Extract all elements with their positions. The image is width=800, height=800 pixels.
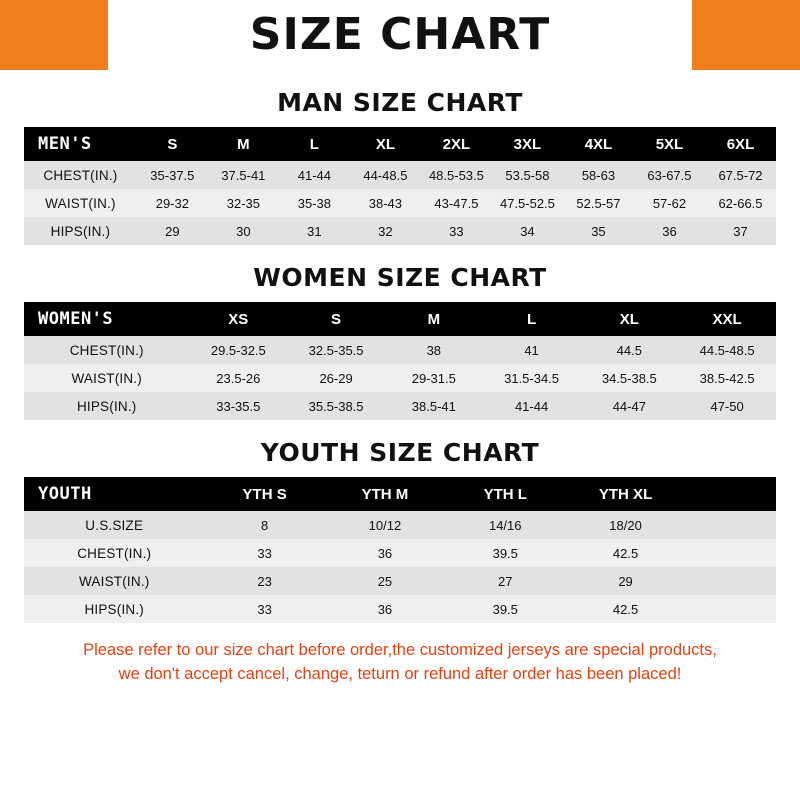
column-header: YTH S bbox=[204, 477, 324, 511]
cell: 52.5-57 bbox=[563, 189, 634, 217]
footer-note-line-1: Please refer to our size chart before order,the customized jerseys are special products, bbox=[83, 641, 717, 659]
men-size-table-wrap bbox=[24, 127, 776, 245]
cell: 42.5 bbox=[565, 539, 685, 567]
column-header: XXL bbox=[678, 302, 776, 336]
table-row bbox=[24, 392, 776, 420]
cell: 29.5-32.5 bbox=[189, 336, 287, 364]
column-header: YTH XL bbox=[565, 477, 685, 511]
cell: 34 bbox=[492, 217, 563, 245]
row-label: WAIST(IN.) bbox=[24, 567, 204, 595]
column-header: S bbox=[287, 302, 385, 336]
row-label: CHEST(IN.) bbox=[24, 336, 189, 364]
column-header: 4XL bbox=[563, 127, 634, 161]
cell: 30 bbox=[208, 217, 279, 245]
cell: 23.5-26 bbox=[189, 364, 287, 392]
cell-spacer bbox=[686, 511, 776, 539]
table-header-row bbox=[24, 127, 776, 161]
cell: 35-38 bbox=[279, 189, 350, 217]
header-band-right-block bbox=[692, 0, 800, 70]
cell: 41 bbox=[483, 336, 581, 364]
women-size-table-wrap bbox=[24, 302, 776, 420]
column-header: L bbox=[483, 302, 581, 336]
table-row bbox=[24, 189, 776, 217]
table-row bbox=[24, 336, 776, 364]
cell: 44-48.5 bbox=[350, 161, 421, 189]
table-row bbox=[24, 364, 776, 392]
section-title-youth: YOUTH SIZE CHART bbox=[260, 438, 540, 467]
cell-spacer bbox=[686, 539, 776, 567]
cell: 41-44 bbox=[279, 161, 350, 189]
column-header: M bbox=[208, 127, 279, 161]
cell: 42.5 bbox=[565, 595, 685, 623]
page-title: SIZE CHART bbox=[249, 9, 551, 60]
column-header: 2XL bbox=[421, 127, 492, 161]
cell: 35.5-38.5 bbox=[287, 392, 385, 420]
cell: 33-35.5 bbox=[189, 392, 287, 420]
column-header-spacer bbox=[686, 477, 776, 511]
cell: 38.5-41 bbox=[385, 392, 483, 420]
youth-size-table-wrap bbox=[24, 477, 776, 623]
cell: 44.5 bbox=[580, 336, 678, 364]
table-row bbox=[24, 539, 776, 567]
cell: 58-63 bbox=[563, 161, 634, 189]
cell: 48.5-53.5 bbox=[421, 161, 492, 189]
cell: 25 bbox=[325, 567, 445, 595]
cell-spacer bbox=[686, 595, 776, 623]
cell: 44-47 bbox=[580, 392, 678, 420]
cell: 35 bbox=[563, 217, 634, 245]
cell: 57-62 bbox=[634, 189, 705, 217]
cell: 35-37.5 bbox=[137, 161, 208, 189]
cell: 44.5-48.5 bbox=[678, 336, 776, 364]
column-header: YTH M bbox=[325, 477, 445, 511]
cell: 33 bbox=[204, 595, 324, 623]
row-label: HIPS(IN.) bbox=[24, 217, 137, 245]
cell-spacer bbox=[686, 567, 776, 595]
header-band bbox=[0, 0, 800, 70]
cell: 62-66.5 bbox=[705, 189, 776, 217]
cell: 31 bbox=[279, 217, 350, 245]
men-size-table bbox=[24, 127, 776, 245]
footer-note-line-2: we don't accept cancel, change, teturn or refund after order has been placed! bbox=[118, 664, 682, 683]
cell: 29-32 bbox=[137, 189, 208, 217]
youth-size-table bbox=[24, 477, 776, 623]
cell: 14/16 bbox=[445, 511, 565, 539]
table-row bbox=[24, 595, 776, 623]
table-header-row bbox=[24, 302, 776, 336]
content-area bbox=[0, 88, 800, 687]
header-band-left-block bbox=[0, 0, 108, 70]
cell: 29 bbox=[137, 217, 208, 245]
cell: 29-31.5 bbox=[385, 364, 483, 392]
cell: 18/20 bbox=[565, 511, 685, 539]
column-header: L bbox=[279, 127, 350, 161]
header-band-center bbox=[108, 0, 692, 70]
cell: 23 bbox=[204, 567, 324, 595]
cell: 36 bbox=[325, 539, 445, 567]
cell: 27 bbox=[445, 567, 565, 595]
table-row bbox=[24, 511, 776, 539]
row-label: WAIST(IN.) bbox=[24, 189, 137, 217]
cell: 36 bbox=[634, 217, 705, 245]
table-header-row bbox=[24, 477, 776, 511]
cell: 53.5-58 bbox=[492, 161, 563, 189]
row-label: HIPS(IN.) bbox=[24, 595, 204, 623]
cell: 33 bbox=[204, 539, 324, 567]
cell: 37 bbox=[705, 217, 776, 245]
cell: 29 bbox=[565, 567, 685, 595]
column-header: 6XL bbox=[705, 127, 776, 161]
column-header: XL bbox=[580, 302, 678, 336]
row-label: CHEST(IN.) bbox=[24, 161, 137, 189]
cell: 38-43 bbox=[350, 189, 421, 217]
cell: 47-50 bbox=[678, 392, 776, 420]
cell: 41-44 bbox=[483, 392, 581, 420]
men-corner-label: MEN'S bbox=[24, 127, 137, 161]
column-header: XS bbox=[189, 302, 287, 336]
column-header: 3XL bbox=[492, 127, 563, 161]
cell: 47.5-52.5 bbox=[492, 189, 563, 217]
women-size-table bbox=[24, 302, 776, 420]
cell: 37.5-41 bbox=[208, 161, 279, 189]
section-title-women: WOMEN SIZE CHART bbox=[253, 263, 547, 292]
cell: 8 bbox=[204, 511, 324, 539]
cell: 43-47.5 bbox=[421, 189, 492, 217]
youth-corner-label: YOUTH bbox=[24, 477, 204, 511]
cell: 32 bbox=[350, 217, 421, 245]
column-header: XL bbox=[350, 127, 421, 161]
women-corner-label: WOMEN'S bbox=[24, 302, 189, 336]
cell: 39.5 bbox=[445, 539, 565, 567]
row-label: HIPS(IN.) bbox=[24, 392, 189, 420]
row-label: WAIST(IN.) bbox=[24, 364, 189, 392]
column-header: YTH L bbox=[445, 477, 565, 511]
cell: 36 bbox=[325, 595, 445, 623]
cell: 38.5-42.5 bbox=[678, 364, 776, 392]
cell: 10/12 bbox=[325, 511, 445, 539]
cell: 32-35 bbox=[208, 189, 279, 217]
cell: 26-29 bbox=[287, 364, 385, 392]
section-title-men: MAN SIZE CHART bbox=[277, 88, 523, 117]
cell: 31.5-34.5 bbox=[483, 364, 581, 392]
footer-note bbox=[24, 639, 776, 687]
cell: 38 bbox=[385, 336, 483, 364]
column-header: S bbox=[137, 127, 208, 161]
cell: 67.5-72 bbox=[705, 161, 776, 189]
cell: 33 bbox=[421, 217, 492, 245]
row-label: CHEST(IN.) bbox=[24, 539, 204, 567]
column-header: 5XL bbox=[634, 127, 705, 161]
table-row bbox=[24, 567, 776, 595]
cell: 63-67.5 bbox=[634, 161, 705, 189]
row-label: U.S.SIZE bbox=[24, 511, 204, 539]
column-header: M bbox=[385, 302, 483, 336]
cell: 39.5 bbox=[445, 595, 565, 623]
table-row bbox=[24, 161, 776, 189]
table-row bbox=[24, 217, 776, 245]
cell: 32.5-35.5 bbox=[287, 336, 385, 364]
cell: 34.5-38.5 bbox=[580, 364, 678, 392]
